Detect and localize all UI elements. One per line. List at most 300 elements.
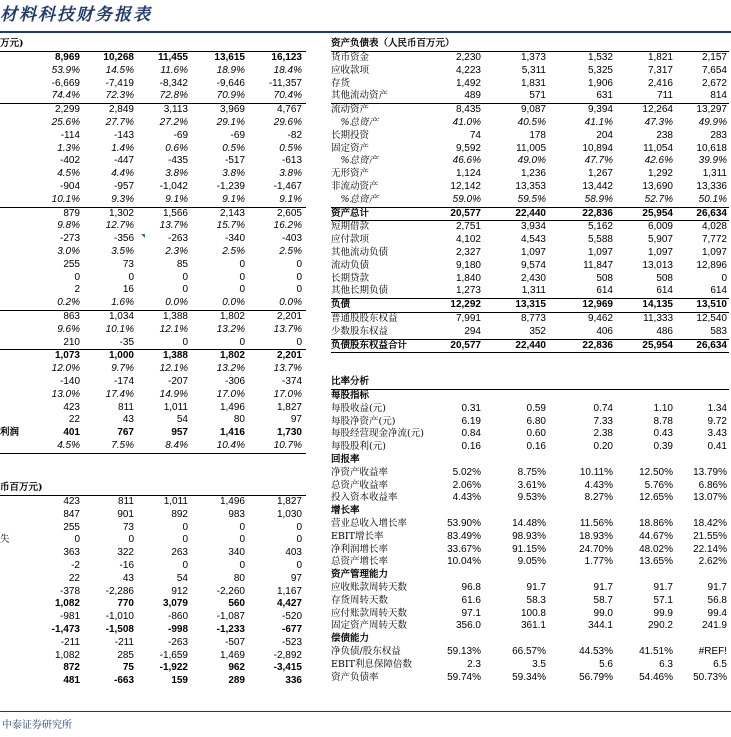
cell-value: -904 [59, 180, 80, 192]
cell-value: 1,097 [701, 246, 727, 258]
cell-value: 4.43% [452, 492, 481, 504]
table-row [331, 569, 729, 582]
cell-value: 17.0% [216, 388, 245, 400]
cell-value: 3,969 [219, 104, 245, 116]
table-row [331, 78, 729, 91]
cell-value: 10.1% [51, 193, 80, 205]
cell-value: 814 [710, 90, 727, 102]
cell-value: 59.0% [452, 193, 481, 205]
table-row [0, 220, 306, 233]
cashflow-statement-panel [0, 481, 306, 688]
cell-value: 16.2% [273, 220, 302, 232]
cell-value: 8.4% [165, 439, 188, 451]
cell-value: -8,342 [159, 77, 188, 89]
cell-value: -447 [113, 155, 134, 167]
cell-value: 2,230 [455, 52, 481, 63]
cell-value: 4,543 [520, 234, 546, 246]
cell-value: -1,087 [216, 611, 245, 623]
cell-value: 8.78 [653, 415, 673, 427]
cell-value: 12.7% [105, 220, 134, 232]
cell-value: 0.0% [222, 297, 245, 309]
cell-value: 1,827 [276, 401, 302, 413]
cell-value: 1,827 [276, 496, 302, 507]
cell-value: 1,273 [455, 285, 481, 297]
cell-value: 0.0% [165, 297, 188, 309]
table-row [0, 324, 306, 337]
cell-value: 14,135 [642, 299, 673, 311]
cell-value: 72.3% [105, 90, 134, 102]
cell-value: 1,082 [54, 649, 80, 661]
table-row [0, 389, 306, 402]
cell-value: 12.65% [639, 492, 673, 504]
cell-value: 0.16 [526, 441, 546, 453]
table-row [331, 234, 729, 247]
cell-value: 13,315 [515, 299, 546, 311]
cell-value: 39.9% [698, 155, 727, 167]
cell-value: 10.7% [273, 439, 302, 451]
cell-value: -1,010 [105, 611, 134, 623]
row-label: 货币资金 [331, 52, 370, 63]
cell-value: 13,442 [582, 180, 613, 192]
cell-value: -677 [281, 623, 302, 635]
cell-value: 1,167 [276, 585, 302, 597]
table-row [0, 650, 306, 663]
cell-value: 2.3% [165, 245, 188, 257]
cell-value: 4.5% [57, 439, 80, 451]
table-row [331, 659, 729, 672]
table-row [0, 181, 306, 194]
row-label: 存货周转天数 [331, 594, 389, 606]
cell-value: -143 [113, 129, 134, 141]
cell-value: -114 [60, 129, 80, 141]
cell-value: -998 [167, 623, 188, 635]
cell-value: 46.6% [452, 155, 481, 167]
table-row [331, 467, 729, 480]
row-label: 总资产增长率 [331, 556, 389, 568]
table-row [331, 90, 729, 104]
cell-value: 3.8% [279, 168, 302, 180]
cell-value: 9.53% [517, 492, 546, 504]
cell-value: 91.15% [512, 543, 546, 555]
cell-value: 7,991 [455, 312, 481, 324]
table-row [331, 117, 729, 130]
cell-value: 4,223 [455, 64, 481, 76]
cell-value: -981 [59, 611, 80, 623]
table-row [331, 556, 729, 569]
cell-value: 24.70% [579, 543, 613, 555]
cell-value: -207 [167, 375, 188, 387]
cell-value: 70.9% [216, 90, 245, 102]
cell-value: 22,440 [515, 339, 546, 351]
cell-value: -3,415 [273, 662, 302, 674]
cell-value: -306 [224, 375, 245, 387]
cell-value: 2,672 [701, 77, 727, 89]
table-row [331, 672, 729, 685]
table-row [0, 547, 306, 560]
cell-value: 352 [529, 325, 546, 337]
cell-value: 9.8% [57, 220, 80, 232]
cell-value: 1,097 [520, 246, 546, 258]
cell-value: -402 [59, 155, 80, 167]
cell-value: 241.9 [701, 620, 727, 632]
cell-value: 1,730 [276, 427, 302, 439]
cell-value: 2,849 [108, 104, 134, 116]
balance-header: 资产负债表（人民币百万元） [331, 37, 729, 52]
table-row [331, 143, 729, 156]
cell-value: -860 [167, 611, 188, 623]
row-label: 净负债/股东权益 [331, 645, 401, 657]
cell-value: 11.6% [160, 64, 188, 76]
table-row [331, 531, 729, 544]
cell-value: 3,079 [162, 598, 188, 610]
row-label: 资产总计 [331, 207, 370, 219]
table-row [0, 586, 306, 599]
cell-value: 3.61% [517, 479, 546, 491]
row-label: 存货 [331, 77, 351, 89]
cell-value: 7.33 [593, 415, 613, 427]
cell-value: 12,292 [450, 299, 481, 311]
cell-value: 423 [63, 496, 80, 507]
row-label: 每股股利(元) [331, 441, 386, 453]
cell-value: 1,496 [219, 401, 245, 413]
cell-value: 489 [464, 90, 481, 102]
cell-value: 13,353 [515, 180, 546, 192]
cell-value: 1,416 [219, 427, 245, 439]
cell-value: 10.11% [579, 466, 613, 478]
cell-value: 98.93% [512, 530, 546, 542]
cell-value: 9,462 [587, 312, 613, 324]
row-label: 总资产收益率 [331, 479, 389, 491]
cell-value: 13,690 [642, 180, 673, 192]
cell-value: 508 [596, 272, 613, 284]
cell-value: 9,394 [587, 104, 613, 116]
cell-value: 8,435 [455, 104, 481, 116]
cell-value: 10.1% [105, 323, 134, 335]
cell-value: 91.7 [653, 581, 673, 593]
row-label: 应收账款周转天数 [331, 581, 408, 593]
cell-value: 22,836 [582, 207, 613, 219]
cell-value: 85 [176, 258, 188, 270]
cell-value: 0.84 [461, 428, 481, 440]
cell-value: 12,969 [582, 299, 613, 311]
cell-value: 0 [182, 271, 188, 283]
cell-value: 56.79% [579, 671, 613, 683]
cell-value: 27.7% [105, 116, 134, 128]
cell-value: -6,669 [51, 77, 80, 89]
row-label: %总资产 [331, 193, 379, 205]
cell-value: 70.4% [273, 90, 302, 102]
cell-value: -1,659 [159, 649, 188, 661]
cell-value: 53.9% [51, 64, 80, 76]
table-row [0, 496, 306, 509]
table-row [331, 340, 729, 354]
cell-value: 33.67% [447, 543, 481, 555]
cell-value: 0 [128, 534, 134, 546]
cell-value: 2.38 [593, 428, 613, 440]
table-row [331, 390, 729, 403]
cell-value: 423 [63, 401, 80, 413]
row-label: 资产管理能力 [331, 569, 389, 581]
cell-value: 44.53% [579, 645, 613, 657]
row-label: 偿债能力 [331, 633, 370, 645]
cell-value: -140 [59, 375, 80, 387]
cell-value: 344.1 [587, 620, 613, 632]
cell-value: 48.02% [639, 543, 673, 555]
row-label: 每股净资产(元) [331, 415, 396, 427]
row-label: 无形资产 [331, 168, 370, 180]
cell-value: 2,201 [276, 350, 302, 362]
cell-value: 0 [182, 336, 188, 348]
cell-value: 401 [63, 427, 80, 439]
cell-value: 1,373 [520, 52, 546, 63]
cell-value: 614 [710, 285, 727, 297]
cell-value: 40.5% [517, 116, 546, 128]
cell-value: 3,934 [520, 221, 546, 233]
cell-value: 711 [657, 90, 673, 102]
table-row [0, 233, 306, 246]
table-row [0, 573, 306, 586]
cell-value: -16 [119, 559, 134, 571]
cell-value: 0 [296, 559, 302, 571]
table-row [0, 168, 306, 181]
cell-value: 1,496 [219, 496, 245, 507]
table-row [331, 505, 729, 518]
cell-value: 863 [63, 310, 80, 322]
row-label: 增长率 [331, 505, 360, 517]
cell-value: 13,510 [696, 299, 727, 311]
cell-value: 1,311 [521, 285, 546, 297]
cell-value: 14.48% [512, 517, 546, 529]
table-row [0, 246, 306, 259]
income-header: 万元) [0, 37, 306, 52]
cell-value: 560 [228, 598, 245, 610]
cell-value: 21.55% [693, 530, 727, 542]
cell-value: 0 [296, 271, 302, 283]
cell-value: 97 [290, 572, 302, 584]
cell-value: 1.4% [111, 142, 134, 154]
cell-value: 811 [118, 401, 134, 413]
cell-value: -263 [167, 233, 188, 245]
cell-value: 4,102 [455, 234, 481, 246]
cell-value: 41.1% [584, 116, 613, 128]
cell-value: 363 [63, 547, 80, 559]
table-row [331, 52, 729, 65]
cell-value: 73 [122, 521, 134, 533]
table-row [0, 311, 306, 324]
cell-value: 18.42% [693, 517, 727, 529]
cell-value: 50.1% [698, 193, 727, 205]
cell-value: 13,013 [642, 259, 673, 271]
cell-value: 18.4% [273, 64, 302, 76]
cell-value: 6.5 [713, 658, 727, 670]
table-row [331, 492, 729, 505]
cell-value: -1,922 [159, 662, 188, 674]
cell-value: 97.1 [461, 607, 481, 619]
cell-value: 43 [122, 414, 134, 426]
cell-value: 20,577 [450, 339, 481, 351]
table-row [331, 285, 729, 299]
cell-value: 29.1% [216, 116, 245, 128]
cell-value: 0 [296, 336, 302, 348]
cell-value: 25,954 [642, 339, 673, 351]
cell-value: 12.0% [51, 363, 80, 375]
footer-source: 中泰证券研究所 [2, 720, 72, 731]
cell-value: 0 [182, 559, 188, 571]
table-row [331, 130, 729, 143]
cell-value: 54 [176, 572, 188, 584]
cell-value: 8.27% [584, 492, 613, 504]
cell-value: -1,467 [273, 180, 302, 192]
cell-value: 901 [117, 508, 134, 520]
cell-value: 2,143 [219, 207, 245, 219]
row-label: 资产负债率 [331, 671, 379, 683]
cell-value: 10.4% [216, 439, 245, 451]
table-row [0, 440, 306, 454]
cell-value: 263 [171, 547, 188, 559]
cell-value: 0.6% [165, 142, 188, 154]
cell-value: 255 [63, 521, 80, 533]
cell-value: -2,260 [216, 585, 245, 597]
cell-value: -523 [281, 636, 302, 648]
cell-value: 0.41 [707, 441, 727, 453]
cell-value: 0.60 [526, 428, 546, 440]
table-row [331, 208, 729, 222]
cell-value: 962 [228, 662, 245, 674]
cell-value: 4.5% [57, 168, 80, 180]
table-row [331, 454, 729, 467]
balance-sheet-panel [331, 37, 729, 353]
cell-value: 74.4% [51, 90, 80, 102]
cell-value: 7,317 [647, 64, 673, 76]
cell-value: 11,847 [583, 259, 613, 271]
cell-value: -82 [287, 129, 302, 141]
cell-value: 1,302 [108, 207, 134, 219]
cell-value: 0 [239, 559, 245, 571]
cell-value: -1,473 [51, 623, 80, 635]
table-row [331, 633, 729, 646]
table-row [331, 260, 729, 273]
table-row [331, 247, 729, 260]
cell-value: 356.0 [455, 620, 481, 632]
table-row [331, 155, 729, 168]
cell-value: 49.0% [517, 155, 546, 167]
footer-rule [0, 711, 731, 712]
table-row [0, 560, 306, 573]
row-label: 投入资本收益率 [331, 492, 398, 504]
table-row [331, 313, 729, 326]
cell-value: -957 [113, 180, 134, 192]
cell-value: 1.77% [584, 556, 613, 568]
cell-value: 1,011 [163, 496, 188, 507]
cell-value: 0 [239, 284, 245, 296]
cell-value: 1,821 [647, 52, 673, 63]
page-title: 材料科技财务报表 [0, 5, 152, 25]
cell-value: 614 [596, 285, 613, 297]
cell-value: 0.5% [279, 142, 302, 154]
cell-value: 0.16 [461, 441, 481, 453]
cell-value: 1,000 [108, 350, 134, 362]
cell-value: 2,416 [647, 77, 673, 89]
cell-value: 1,388 [162, 310, 188, 322]
cell-value: 72.8% [159, 90, 188, 102]
cell-value: 1,311 [702, 168, 727, 180]
cell-value: 811 [118, 496, 134, 507]
cell-value: 17.4% [105, 388, 134, 400]
cell-value: 5.02% [452, 466, 481, 478]
cell-value: 481 [63, 675, 80, 687]
cell-value: 13,297 [696, 104, 727, 116]
cell-value: 6,009 [647, 221, 673, 233]
cell-value: 2,751 [455, 221, 481, 233]
cell-value: 22 [68, 414, 80, 426]
cell-value: -435 [167, 155, 188, 167]
cell-value: 13.7% [273, 363, 302, 375]
table-row [0, 90, 306, 104]
cell-value: -403 [281, 233, 302, 245]
cell-value: 9,592 [455, 142, 481, 154]
table-row [0, 637, 306, 650]
cell-value: 11,455 [157, 52, 188, 63]
row-label: 利润 [0, 427, 20, 439]
cell-value: 9,574 [520, 259, 546, 271]
cell-value: 14.9% [159, 388, 188, 400]
cell-value: 10.04% [447, 556, 481, 568]
comment-marker-icon [141, 234, 145, 238]
cell-value: 2.5% [222, 245, 245, 257]
table-row [331, 65, 729, 78]
cell-value: 16,123 [271, 52, 302, 63]
cell-value: 3.5 [532, 658, 546, 670]
cell-value: 5,325 [587, 64, 613, 76]
cell-value: -1,239 [216, 180, 245, 192]
cell-value: 20,577 [450, 207, 481, 219]
cell-value: 9,180 [455, 259, 481, 271]
table-row [331, 646, 729, 659]
table-row [0, 509, 306, 522]
cell-value: 12,896 [696, 259, 727, 271]
cell-value: -356 [113, 233, 134, 245]
cell-value: 9.1% [279, 193, 302, 205]
cell-value: -263 [167, 636, 188, 648]
row-label: 普通股股东权益 [331, 312, 398, 324]
cell-value: 0 [182, 534, 188, 546]
table-row [331, 273, 729, 286]
table-row [0, 284, 306, 297]
cell-value: 11,005 [516, 142, 546, 154]
cell-value: 283 [710, 129, 727, 141]
cell-value: 1,831 [520, 77, 546, 89]
cell-value: 294 [464, 325, 481, 337]
cell-value: 13.0% [51, 388, 80, 400]
cell-value: 9.7% [111, 363, 134, 375]
table-row [331, 181, 729, 194]
cell-value: 2.62% [698, 556, 727, 568]
cell-value: -273 [59, 233, 80, 245]
table-row [0, 662, 306, 675]
table-row [0, 414, 306, 427]
cell-value: 872 [63, 662, 80, 674]
cell-value: 1.34 [707, 402, 727, 414]
table-row [0, 117, 306, 130]
table-row [331, 608, 729, 621]
table-row [331, 595, 729, 608]
table-row [331, 221, 729, 234]
table-row [0, 350, 306, 363]
row-label: 流动资产 [331, 104, 370, 116]
table-row [0, 65, 306, 78]
cell-value: -374 [281, 375, 302, 387]
table-row [331, 441, 729, 454]
